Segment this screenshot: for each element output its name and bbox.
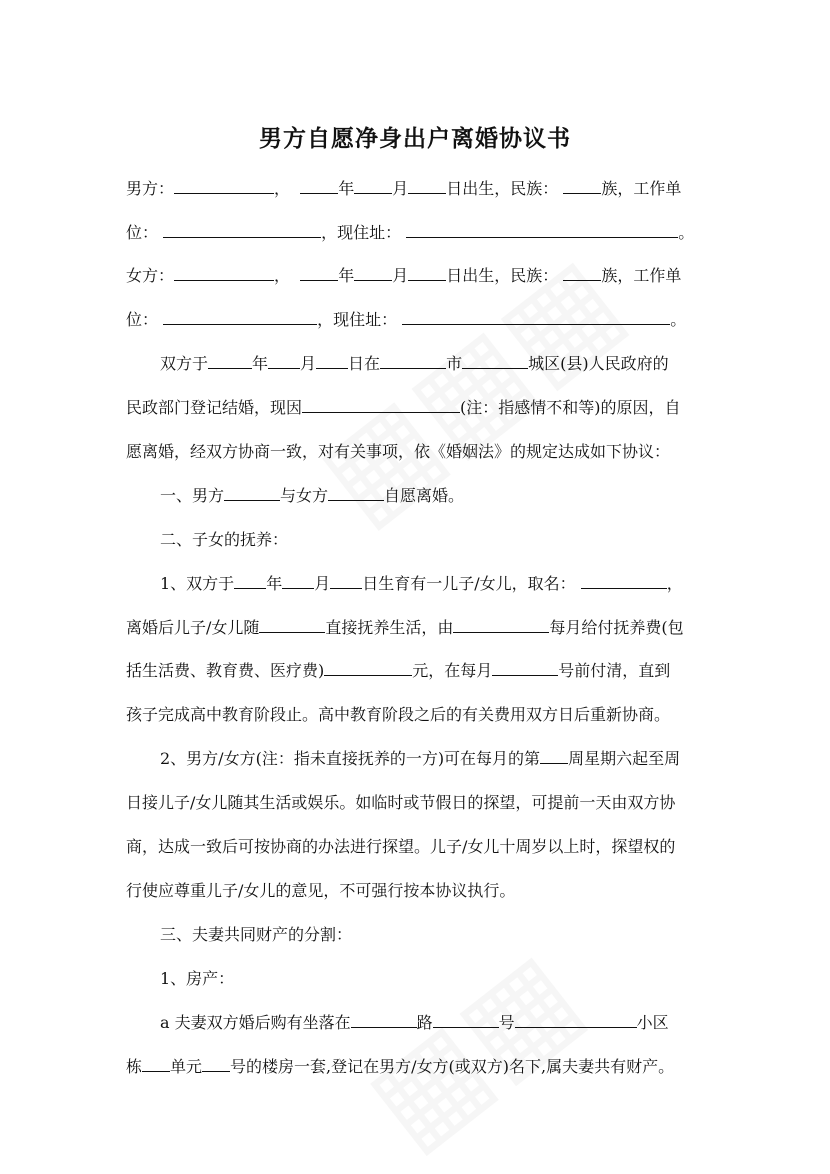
blank[interactable] <box>408 178 446 194</box>
male-work-line: 位： ，现住址： 。 <box>126 223 695 242</box>
blank[interactable] <box>453 617 549 633</box>
child-line-1: 1、双方于 年 月 日生育有一儿子/女儿，取名： ， <box>160 574 683 593</box>
section-3-heading: 三、夫妻共同财产的分割： <box>160 925 353 944</box>
paragraph-line: 愿离婚，经双方协商一致，对有关事项，依《婚姻法》的规定达成如下协议： <box>126 442 671 461</box>
blank[interactable] <box>433 1012 499 1028</box>
child-line-3: 括生活费、教育费、医疗费) 元，在每月 号前付清，直到 <box>126 661 671 680</box>
blank[interactable] <box>316 353 348 369</box>
blank[interactable] <box>540 748 568 764</box>
female-work-line: 位： ，现住址： 。 <box>126 310 687 329</box>
house-line-1: a 夫妻双方婚后购有坐落在 路 号 小区 <box>160 1013 669 1032</box>
blank[interactable] <box>354 178 392 194</box>
blank[interactable] <box>515 1012 637 1028</box>
blank[interactable] <box>581 573 667 589</box>
blank[interactable] <box>224 485 280 501</box>
blank[interactable] <box>406 222 678 238</box>
blank[interactable] <box>408 265 446 281</box>
child-line-2: 离婚后儿子/女儿随 直接抚养生活，由 每月给付抚养费(包 <box>126 618 684 637</box>
blank[interactable] <box>563 265 601 281</box>
section-1: 一、男方 与女方 自愿离婚。 <box>160 486 465 505</box>
male-name-blank[interactable] <box>174 178 274 194</box>
reason-line: 民政部门登记结婚，现因 (注：指感情不和等)的原因，自 <box>126 398 681 417</box>
housing-heading: 1、房产： <box>160 969 235 988</box>
blank[interactable] <box>234 573 266 589</box>
visit-line-2: 日接儿子/女儿随其生活或娱乐。如临时或节假日的探望，可提前一天由双方协 <box>126 793 676 812</box>
blank[interactable] <box>300 178 338 194</box>
marriage-line: 双方于 年 月 日在 市 城区(县)人民政府的 <box>160 354 669 373</box>
blank[interactable] <box>354 265 392 281</box>
child-line-4: 孩子完成高中教育阶段止。高中教育阶段之后的有关费用双方日后重新协商。 <box>126 705 671 724</box>
section-2-heading: 二、子女的抚养： <box>160 530 289 549</box>
watermark <box>341 925 605 1174</box>
male-info-line: 男方： ， 年 月 日出生，民族： 族，工作单 <box>126 179 682 198</box>
blank[interactable] <box>282 573 314 589</box>
female-name-blank[interactable] <box>174 265 274 281</box>
female-info-line: 女方： ， 年 月 日出生，民族： 族，工作单 <box>126 266 682 285</box>
reason-blank[interactable] <box>302 397 460 413</box>
blank[interactable] <box>300 265 338 281</box>
blank[interactable] <box>351 1012 417 1028</box>
visit-line-3: 商，达成一致后可按协商的办法进行探望。儿子/女儿十周岁以上时，探望权的 <box>126 837 676 856</box>
blank[interactable] <box>462 353 528 369</box>
blank[interactable] <box>202 1056 230 1072</box>
blank[interactable] <box>563 178 601 194</box>
visit-line-4: 行使应尊重儿子/女儿的意见，不可强行按本协议执行。 <box>126 881 516 900</box>
blank[interactable] <box>324 660 412 676</box>
blank[interactable] <box>259 617 325 633</box>
blank[interactable] <box>142 1056 170 1072</box>
blank[interactable] <box>402 309 670 325</box>
blank[interactable] <box>208 353 252 369</box>
blank[interactable] <box>330 573 362 589</box>
blank[interactable] <box>380 353 446 369</box>
blank[interactable] <box>163 222 321 238</box>
blank[interactable] <box>492 660 558 676</box>
blank[interactable] <box>268 353 300 369</box>
blank[interactable] <box>328 485 384 501</box>
house-line-2: 栋 单元 号的楼房一套,登记在男方/女方(或双方)名下,属夫妻共有财产。 <box>126 1057 675 1076</box>
document-title: 男方自愿净身出户离婚协议书 <box>259 125 571 152</box>
visit-line-1: 2、男方/女方(注：指未直接抚养的一方)可在每月的第 周星期六起至周 <box>160 749 681 768</box>
blank[interactable] <box>163 309 317 325</box>
